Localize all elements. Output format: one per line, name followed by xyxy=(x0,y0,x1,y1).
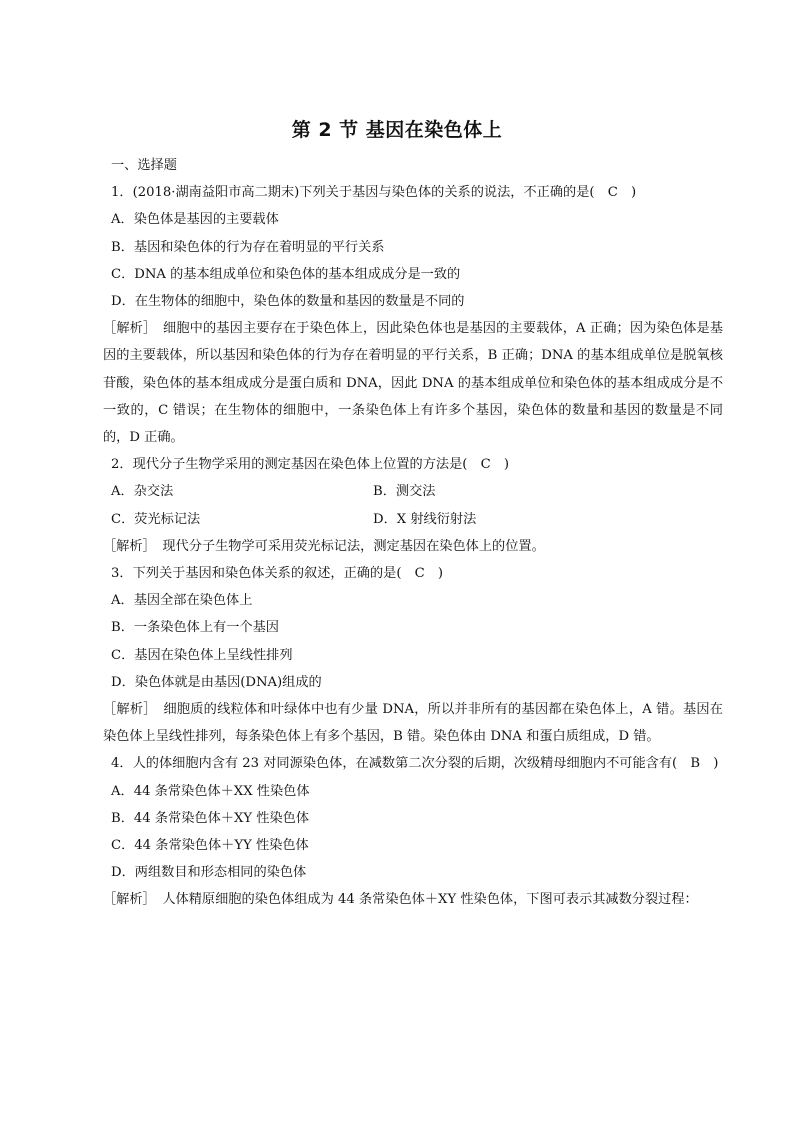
question-4-option-c: C．44 条常染色体＋YY 性染色体 xyxy=(111,838,309,854)
question-3-option-b: B．一条染色体上有一个基因 xyxy=(111,620,279,636)
question-2-option-a: A．杂交法 xyxy=(111,484,174,500)
section-heading: 一、选择题 xyxy=(111,158,177,173)
question-4-analysis: ［解析］ 人体精原细胞的染色体组成为 44 条常染色体＋XY 性染色体，下图可表示其减数分裂过程： xyxy=(103,892,698,908)
question-3-option-a: A．基因全部在染色体上 xyxy=(111,593,253,609)
question-3-option-d: D．染色体就是由基因(DNA)组成的 xyxy=(111,674,322,690)
question-2-option-d: D．X 射线衍射法 xyxy=(373,511,477,527)
question-4-option-d: D．两组数目和形态相同的染色体 xyxy=(111,865,307,881)
question-2-option-b: B．测交法 xyxy=(373,484,436,500)
question-1-stem: 1．(2018·湖南益阳市高二期末)下列关于基因与染色体的关系的说法，不正确的是( C ) xyxy=(111,185,637,201)
page-title: 第 2 节 基因在染色体上 xyxy=(291,119,503,141)
question-4-stem: 4．人的体细胞内含有 23 对同源染色体，在减数第二次分裂的后期，次级精母细胞内不可能含有( B ) xyxy=(111,756,719,772)
question-1-option-a: A．染色体是基因的主要载体 xyxy=(111,212,279,228)
question-2-analysis: ［解析］ 现代分子生物学可采用荧光标记法，测定基因在染色体上的位置。 xyxy=(103,538,545,554)
question-2-options-row-1 xyxy=(103,478,723,505)
question-1-analysis: ［解析］ 细胞中的基因主要存在于染色体上，因此染色体也是基因的主要载体，A 正确；因为染色体是基因的主要载体，所以基因和染色体的行为存在着明显的平行关系，B 正确；DNA 的基本组成单位是脱氧核苷酸，染色体的基本组成成分是蛋白质和 DNA，因此 DNA 的基本组成单位和染色体的基本组成成分是不一致的，C 错误；在生物体的细胞中，一条染色体上有许多个基因，染色体的数量和基因的数量是不同的，D 正确。 xyxy=(103,321,723,446)
question-4-option-a: A．44 条常染色体＋XX 性染色体 xyxy=(111,783,310,799)
question-2-stem: 2．现代分子生物学采用的测定基因在染色体上位置的方法是( C ) xyxy=(111,457,510,473)
question-3-analysis: ［解析］ 细胞质的线粒体和叶绿体中也有少量 DNA，所以并非所有的基因都在染色体上，A 错。基因在染色体上呈线性排列，每条染色体上有多个基因，B 错。染色体由 DNA 和蛋白质组成，D 错。 xyxy=(103,702,723,745)
question-2-option-c: C．荧光标记法 xyxy=(111,511,201,527)
question-1-option-c: C．DNA 的基本组成单位和染色体的基本组成成分是一致的 xyxy=(111,266,461,282)
document-body xyxy=(103,152,723,914)
question-2-options-row-2 xyxy=(103,506,723,533)
question-1-option-d: D．在生物体的细胞中，染色体的数量和基因的数量是不同的 xyxy=(111,294,465,310)
question-4-option-b: B．44 条常染色体＋XY 性染色体 xyxy=(111,810,310,826)
question-3-stem: 3．下列关于基因和染色体关系的叙述，正确的是( C ) xyxy=(111,566,444,582)
question-3-option-c: C．基因在染色体上呈线性排列 xyxy=(111,647,293,663)
question-1-option-b: B．基因和染色体的行为存在着明显的平行关系 xyxy=(111,239,385,255)
